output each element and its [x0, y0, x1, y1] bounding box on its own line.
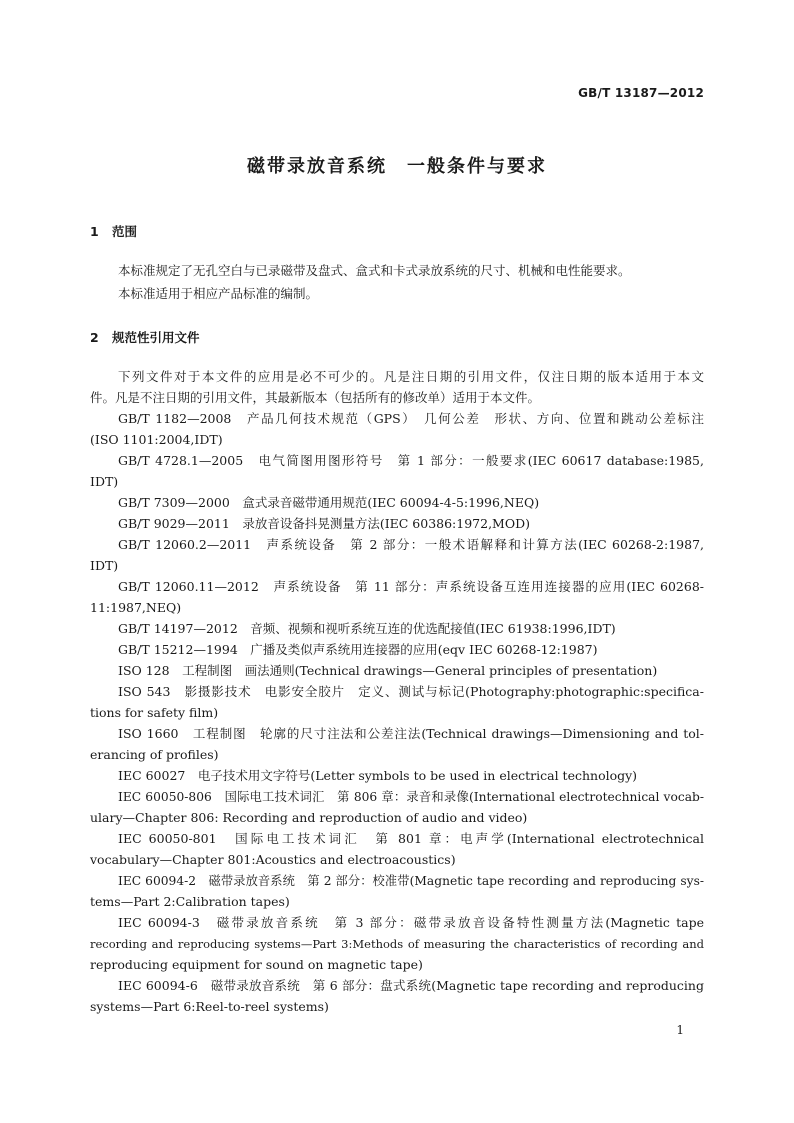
reference-line: erancing of profiles) — [90, 747, 219, 762]
section-title: 规范性引用文件 — [112, 330, 200, 345]
reference-line: reproducing equipment for sound on magnetic tape) — [90, 957, 423, 972]
reference-line: ISO 543 影摄影技术 电影安全胶片 定义、测试与标记(Photography:photographic:specifica- — [118, 684, 704, 699]
section-heading-normative-references — [90, 328, 200, 346]
reference-line: ulary—Chapter 806: Recording and reproduction of audio and video) — [90, 810, 528, 825]
document-title: 磁带录放音系统 一般条件与要求 — [247, 156, 547, 177]
reference-line: IDT) — [90, 474, 119, 489]
reference-line: GB/T 15212—1994 广播及类似声系统用连接器的应用(eqv IEC 60268-12:1987) — [118, 642, 598, 657]
reference-line: IDT) — [90, 558, 119, 573]
intro-line: 下列文件对于本文件的应用是必不可少的。凡是注日期的引用文件，仅注日期的版本适用于本文 — [118, 369, 704, 384]
reference-line: GB/T 14197—2012 音频、视频和视听系统互连的优选配接值(IEC 61938:1996,IDT) — [118, 621, 616, 636]
reference-line: 11:1987,NEQ) — [90, 600, 182, 615]
reference-line: IEC 60094-3 磁带录放音系统 第 3 部分：磁带录放音设备特性测量方法(Magnetic tape — [118, 915, 704, 930]
reference-line: ISO 128 工程制图 画法通则(Technical drawings—General principles of presentation) — [118, 663, 658, 678]
reference-line: vocabulary—Chapter 801:Acoustics and electroacoustics) — [90, 852, 456, 867]
reference-line: GB/T 1182—2008 产品几何技术规范（GPS） 几何公差 形状、方向、位置和跳动公差标注 — [118, 411, 704, 426]
reference-line: IEC 60094-6 磁带录放音系统 第 6 部分：盘式系统(Magnetic tape recording and reproducing — [118, 978, 704, 993]
reference-line: IEC 60050-806 国际电工技术词汇 第 806 章：录音和录像(International electrotechnical vocab- — [118, 790, 704, 804]
reference-line: GB/T 12060.11—2012 声系统设备 第 11 部分：声系统设备互连用连接器的应用(IEC 60268- — [118, 579, 704, 594]
section-number: 1 — [90, 224, 99, 239]
intro-line: 件。凡是不注日期的引用文件，其最新版本（包括所有的修改单）适用于本文件。 — [90, 390, 541, 405]
reference-line: GB/T 7309—2000 盒式录音磁带通用规范(IEC 60094-4-5:1996,NEQ) — [118, 495, 540, 510]
reference-line: IEC 60027 电子技术用文字符号(Letter symbols to be used in electrical technology) — [118, 768, 638, 783]
reference-line: ISO 1660 工程制图 轮廓的尺寸注法和公差注法(Technical drawings—Dimensioning and tol- — [118, 726, 704, 741]
reference-line: GB/T 12060.2—2011 声系统设备 第 2 部分：一般术语解释和计算方法(IEC 60268-2:1987, — [118, 537, 704, 552]
reference-line: systems—Part 6:Reel-to-reel systems) — [90, 999, 329, 1014]
page-number: 1 — [676, 1023, 684, 1037]
reference-line: tems—Part 2:Calibration tapes) — [90, 894, 290, 909]
standard-code: GB/T 13187—2012 — [578, 86, 704, 100]
reference-line: IEC 60094-2 磁带录放音系统 第 2 部分：校准带(Magnetic tape recording and reproducing sys- — [118, 874, 704, 888]
scope-paragraph: 本标准适用于相应产品标准的编制。 — [118, 286, 319, 301]
reference-line: IEC 60050-801 国际电工技术词汇 第 801 章：电声学(International electrotechnical — [118, 831, 704, 846]
reference-line: tions for safety film) — [90, 705, 219, 720]
reference-line: (ISO 1101:2004,IDT) — [90, 432, 223, 447]
section-title: 范围 — [112, 224, 138, 239]
section-number: 2 — [90, 330, 99, 345]
section-heading-scope — [90, 222, 137, 240]
scope-paragraph: 本标准规定了无孔空白与已录磁带及盘式、盒式和卡式录放系统的尺寸、机械和电性能要求。 — [118, 263, 631, 278]
reference-line: GB/T 4728.1—2005 电气简图用图形符号 第 1 部分：一般要求(IEC 60617 database:1985, — [118, 453, 704, 468]
reference-line: GB/T 9029—2011 录放音设备抖晃测量方法(IEC 60386:1972,MOD) — [118, 516, 531, 531]
reference-line: recording and reproducing systems—Part 3:Methods of measuring the characteristics of recording and — [90, 937, 704, 951]
